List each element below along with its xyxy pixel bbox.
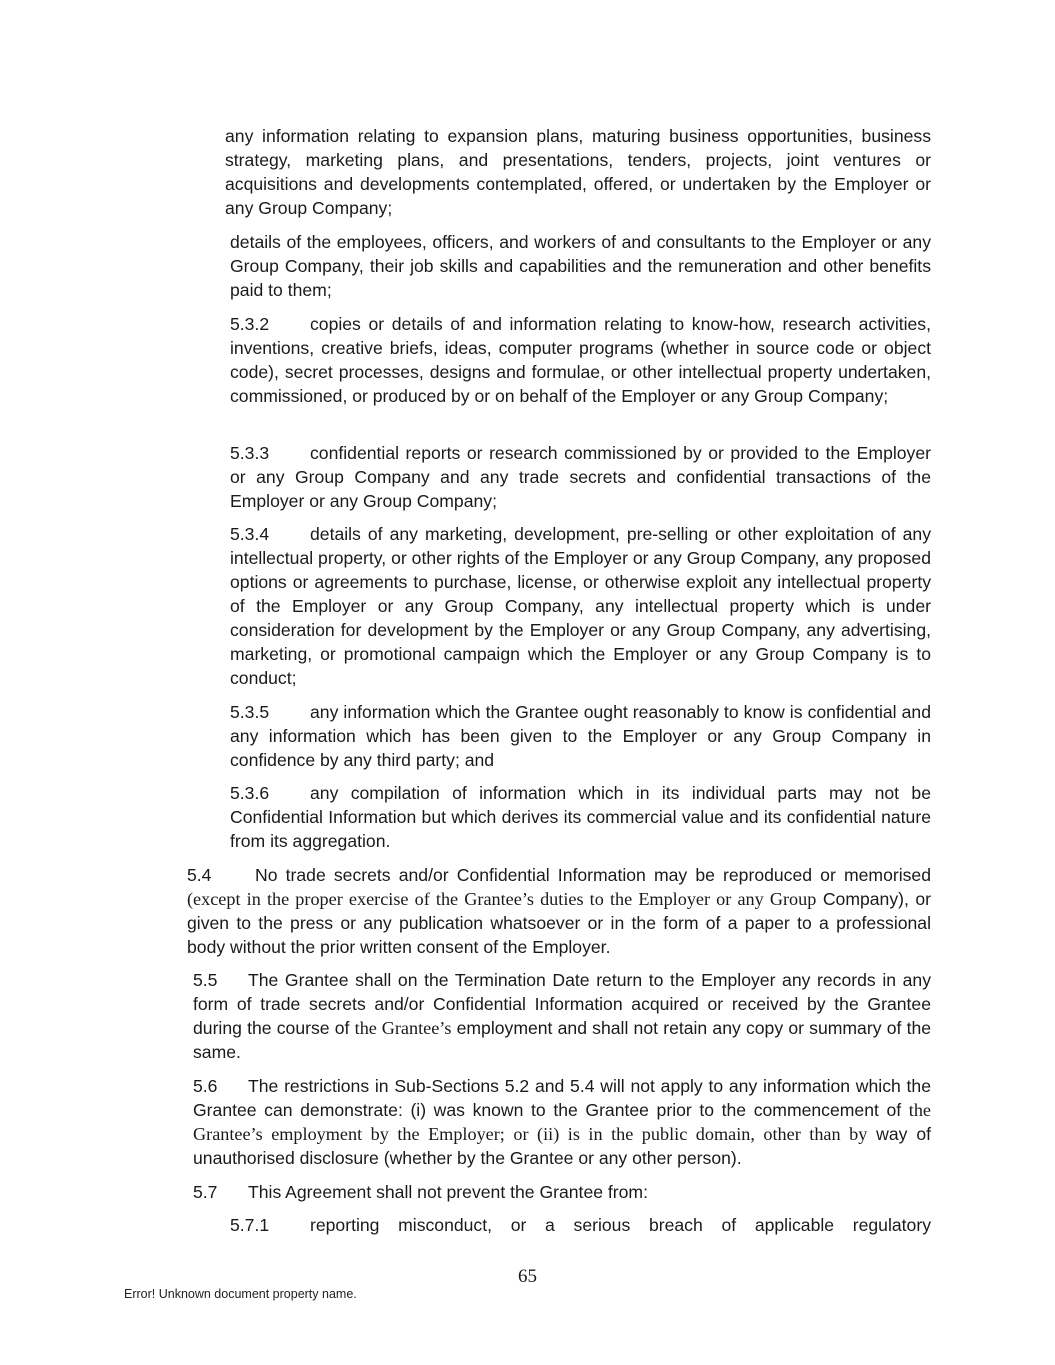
- paragraph-text: details of the employees, officers, and workers of and consultants to the Employer or any Group Company, their job skills and capabilities and the remuneration and other benefits paid to them;: [230, 232, 931, 300]
- page-number: 65: [518, 1266, 537, 1287]
- clause-number: 5.3.5: [230, 702, 270, 722]
- clause-number: 5.3.2: [230, 314, 270, 334]
- clause-number: 5.4: [187, 865, 212, 885]
- clause-text: any information which the Grantee ought reasonably to know is confidential and any information which has been given to the Employer or any Group Company in confidence by any third party; and: [230, 702, 931, 770]
- paragraph-text: any information relating to expansion plans, maturing business opportunities, business strategy, marketing plans, and presentations, tenders, projects, joint ventures or acquisitions and developments contemplated, offered, or undertaken by the Employer or any Group Company;: [225, 126, 931, 218]
- clause-text-line-1: No trade secrets and/or Confidential Information may be reproduced or memorised: [255, 865, 931, 885]
- clause-text: copies or details of and information relating to know-how, research activities, inventions, creative briefs, ideas, computer programs (whether in source code or object code), secret processes, designs and formulae, or other intellectual property undertaken, commissioned, or produced by or on behalf of the Employer or any Group Company;: [230, 314, 931, 406]
- clause-5-5: [193, 968, 931, 1064]
- clause-text-serif: the Grantee’s employment by the Employer; or (ii) is in the public domain, other than by: [193, 1100, 931, 1144]
- clause-text-serif: the Grantee’s: [354, 1018, 452, 1038]
- clause-text-end: way of unauthorised disclosure (whether by the Grantee or any other person).: [193, 1124, 931, 1168]
- clause-text-serif: (except in the proper exercise of the Grantee’s duties to the Employer or any Group: [187, 889, 817, 909]
- clause-number: 5.7.1: [230, 1215, 270, 1235]
- clause-text-end: Company), or given to the press or any publication whatsoever or in the form of a paper to a professional body without the prior written consent of the Employer.: [187, 889, 931, 957]
- clause-5-3-2: [230, 312, 931, 408]
- clause-5-7-1: [230, 1213, 931, 1237]
- clause-number: 5.7: [193, 1182, 218, 1202]
- clause-5-3-4: [230, 522, 931, 690]
- clause-text: confidential reports or research commissioned by or provided to the Employer or any Group Company and any trade secrets and confidential transactions of the Employer or any Group Company;: [230, 443, 931, 511]
- clause-text: reporting misconduct, or a serious breach of applicable regulatory: [310, 1215, 931, 1235]
- footer-note: Error! Unknown document property name.: [124, 1287, 357, 1301]
- clause-text: any compilation of information which in its individual parts may not be Confidential Information but which derives its commercial value and its confidential nature from its aggregation.: [230, 783, 931, 851]
- paragraph-expansion-plans: [225, 124, 931, 220]
- clause-text: The restrictions in Sub-Sections 5.2 and 5.4 will not apply to any information which the Grantee can demonstrate: (i) was known to the Grantee prior to the commencement of: [193, 1076, 931, 1120]
- clause-5-6: [193, 1074, 931, 1170]
- clause-text: The Grantee shall on the Termination Date return to the Employer any records in any form of trade secrets and/or Confidential Information acquired or received by the Grantee during the course of: [193, 970, 931, 1038]
- clause-5-3-6: [230, 781, 931, 853]
- clause-text: details of any marketing, development, pre-selling or other exploitation of any intellectual property, or other rights of the Employer or any Group Company, any proposed options or agreements to purchase, license, or otherwise exploit any intellectual property of the Employer or any Group Company, any intellectual property which is under consideration for development by the Employer or any Group Company, any advertising, marketing, or promotional campaign which the Employer or any Group Company is to conduct;: [230, 524, 931, 688]
- clause-number: 5.3.4: [230, 524, 270, 544]
- clause-5-3-5: [230, 700, 931, 772]
- clause-5-7: [193, 1180, 931, 1204]
- clause-5-3-3: [230, 441, 931, 513]
- clause-number: 5.6: [193, 1076, 218, 1096]
- clause-5-4: [187, 863, 931, 959]
- clause-text-end: employment and shall not retain any copy or summary of the same.: [193, 1018, 932, 1062]
- clause-text: This Agreement shall not prevent the Grantee from:: [248, 1182, 648, 1202]
- clause-number: 5.5: [193, 970, 218, 990]
- paragraph-employee-details: [230, 230, 931, 302]
- clause-number: 5.3.3: [230, 443, 270, 463]
- clause-number: 5.3.6: [230, 783, 270, 803]
